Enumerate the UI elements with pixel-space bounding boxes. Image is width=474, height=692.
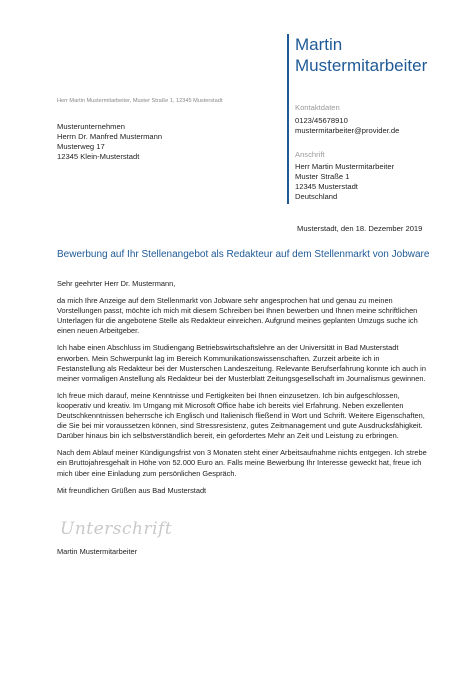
closing: Mit freundlichen Grüßen aus Bad Musterstadt [57, 485, 207, 495]
body-paragraph: Nach dem Ablauf meiner Kündigungsfrist von 3 Monaten steht einer Arbeitsaufnahme nichts entgegen. Ich strebe ein Bruttojahresgehalt in Höhe von 52.000 Euro an. Falls meine Bewerbung Ihr Interesse geweckt hat, freue ich mich über eine Einladung zum persönlichen Gespräch. [57, 448, 427, 478]
letter-subject: Bewerbung auf Ihr Stellenangebot als Redakteur auf dem Stellenmarkt von Jobware [57, 249, 430, 260]
letter-date: Musterstadt, den 18. Dezember 2019 [297, 224, 423, 233]
body-paragraph: da mich Ihre Anzeige auf dem Stellenmarkt von Jobware sehr angesprochen hat und genau zu meinen Vorstellungen passt, möchte ich mich mit diesem Schreiben bei Ihnen bewerben und Ihnen meine schriftlichen Unterlagen für die angebotene Stelle als Redakteur einreichen. Aufgrund meines geplanten Umzugs suche ich einen neuen Arbeitgeber. [57, 296, 418, 336]
signature-placeholder: Unterschrift [60, 519, 173, 539]
contact-email: mustermitarbeiter@provider.de [295, 126, 400, 135]
signer-name: Martin Mustermitarbeiter [57, 547, 138, 556]
body-paragraph: Ich freue mich darauf, meine Kenntnisse und Fertigkeiten bei Ihnen einzusetzen. Ich bin aufgeschlossen, kooperativ und kreativ. Im Umgang mit Microsoft Office habe ich bereits viel Erfahrung. Neben exzellenten Deutschkenntnissen beherrsche ich Englisch und Italienisch fließend in Wort und Schrift. Weitere Eigenschaften, die Sie bei mir voraussetzen können, sind Stressresistenz, gutes Zeitmanagement und gute Ausdrucksfähigkeit. Darüber hinaus bin ich selbstverständlich bereit, ein gefordertes Mehr an Zeit und Leistung zu erbringen. [57, 390, 425, 441]
contact-title: Kontaktdaten [295, 103, 340, 112]
body-paragraph: Ich habe einen Abschluss im Studiengang Betriebswirtschaftslehre an der Universität in Bad Musterstadt erworben. Mein Schwerpunkt lag im Bereich Kommunikationswissenschaften. Zurzeit arbeite ich in Festanstellung als Redakteur bei der Musterschen Landeszeitung. Relevante Berufserfahrung konnte ich auch in meiner vormaligen Anstellung als Redakteur bei der Musterblatt Zeitungsgesellschaft im Journalismus gewinnen. [57, 343, 426, 383]
salutation: Sehr geehrter Herr Dr. Mustermann, [57, 279, 176, 288]
sender-return-line: Herr Martin Mustermitarbeiter, Muster Straße 1, 12345 Musterstadt [57, 98, 223, 104]
applicant-name-heading [295, 34, 427, 76]
recipient-line: Musterweg 17 [57, 142, 105, 151]
name-last: Mustermitarbeiter [295, 56, 428, 75]
address-title: Anschrift [295, 150, 325, 159]
recipient-line: Herrn Dr. Manfred Mustermann [57, 132, 163, 141]
name-first: Martin [295, 35, 343, 54]
contact-phone: 0123/45678910 [295, 116, 348, 125]
recipient-address [57, 122, 162, 162]
address-line: 12345 Musterstadt [295, 182, 358, 191]
address-line: Deutschland [295, 192, 338, 201]
address-line: Herr Martin Mustermitarbeiter [295, 162, 395, 171]
letter-body [57, 279, 429, 503]
recipient-line: Musterunternehmen [57, 122, 125, 131]
address-block [295, 150, 394, 202]
accent-divider-line [287, 34, 289, 204]
contact-block [295, 103, 399, 136]
recipient-line: 12345 Klein-Musterstadt [57, 152, 140, 161]
address-line: Muster Straße 1 [295, 172, 350, 181]
